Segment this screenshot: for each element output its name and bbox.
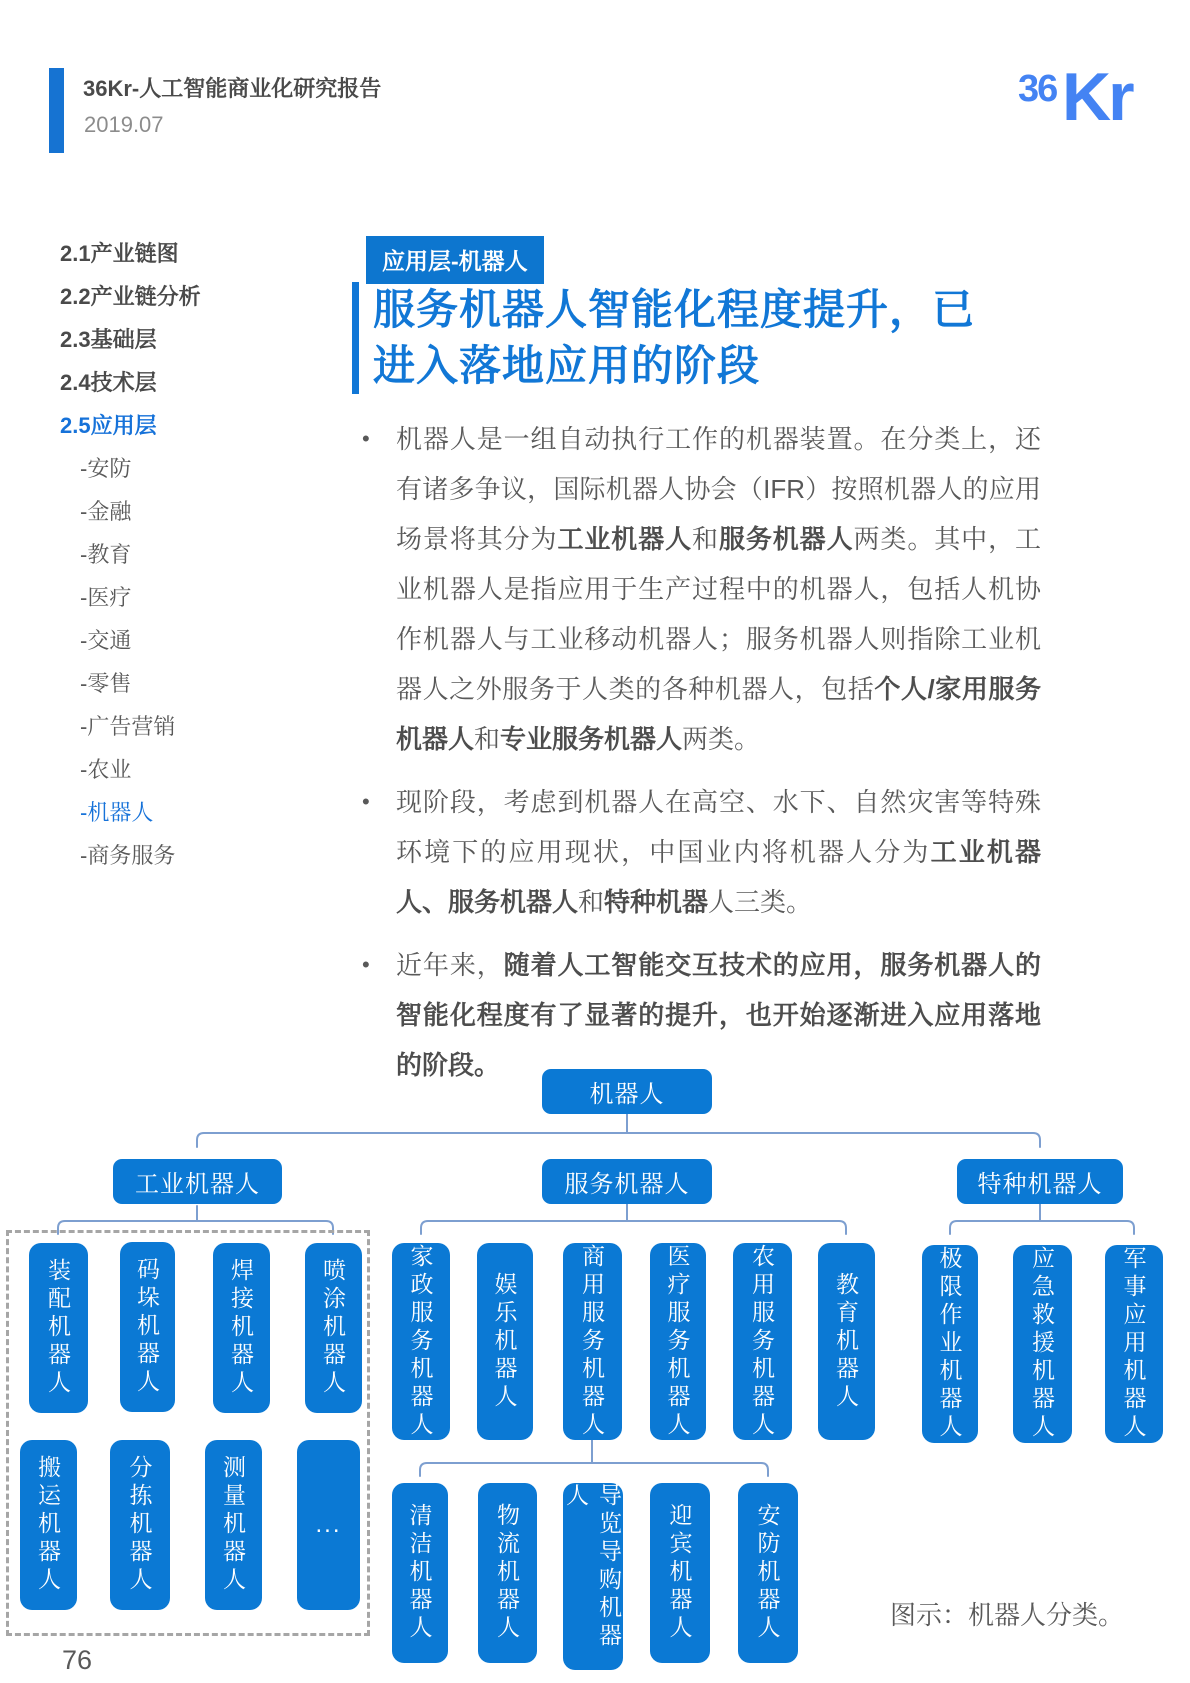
- node-measuring-robot: 测量机器人: [205, 1440, 262, 1610]
- node-more-industrial-robots: ...: [297, 1440, 360, 1610]
- sidebar-item-industry-chain-analysis[interactable]: 2.2产业链分析: [60, 284, 201, 309]
- node-palletizing-robot: 码垛机器人: [120, 1242, 175, 1412]
- page-number: 76: [62, 1645, 93, 1675]
- page-heading-line2: 进入落地应用的阶段: [373, 342, 761, 389]
- sidebar-item-foundation-layer[interactable]: 2.3基础层: [60, 327, 157, 352]
- node-welcome-robot: 迎宾机器人: [650, 1483, 710, 1663]
- toc-sidebar: [60, 232, 340, 877]
- sidebar-item-medical[interactable]: -医疗: [80, 585, 132, 610]
- node-spraying-robot: 喷涂机器人: [305, 1243, 362, 1413]
- node-cleaning-robot: 清洁机器人: [392, 1483, 448, 1663]
- bullet-marker: •: [362, 426, 370, 451]
- report-date: 2019.07: [84, 112, 164, 137]
- page-heading-line1: 服务机器人智能化程度提升，已: [373, 286, 976, 333]
- sidebar-item-agriculture[interactable]: -农业: [80, 757, 132, 782]
- bullet-marker: •: [362, 789, 370, 814]
- bullet-text: 现阶段，考虑到机器人在高空、水下、自然灾害等特殊环境下的应用现状，中国业内将机器人分为工业机器人、服务机器人和特种机器人三类。: [396, 787, 1041, 917]
- node-emergency-rescue-robot: 应急救援机器人: [1013, 1245, 1072, 1443]
- header-accent-bar: [49, 68, 64, 153]
- sidebar-item-transportation[interactable]: -交通: [80, 628, 132, 653]
- sidebar-item-business-services[interactable]: -商务服务: [80, 843, 176, 868]
- figure-caption: 图示：机器人分类。: [890, 1600, 1125, 1630]
- bullet-text: 近年来，随着人工智能交互技术的应用，服务机器人的智能化程度有了显著的提升，也开始逐渐进入应用落地的阶段。: [396, 950, 1041, 1080]
- section-tag: 应用层-机器人: [366, 236, 544, 284]
- node-logistics-robot: 物流机器人: [478, 1483, 537, 1663]
- report-title: 36Kr-人工智能商业化研究报告: [83, 76, 382, 101]
- sidebar-item-education[interactable]: -教育: [80, 542, 132, 567]
- node-industrial-robot: 工业机器人: [113, 1159, 282, 1204]
- node-welding-robot: 焊接机器人: [213, 1243, 270, 1413]
- bullet-item-china-classification: [360, 777, 1041, 927]
- node-education-robot: 教育机器人: [818, 1243, 875, 1440]
- bullet-list: [360, 414, 1040, 1103]
- node-military-application-robot: 军事应用机器人: [1105, 1245, 1163, 1443]
- node-service-robot: 服务机器人: [542, 1159, 712, 1204]
- node-sorting-robot: 分拣机器人: [110, 1440, 170, 1610]
- bullet-item-definition: [360, 414, 1041, 764]
- bullet-item-recent-trend: [360, 940, 1041, 1090]
- logo-36-part: 36: [1018, 68, 1057, 110]
- sidebar-item-technology-layer[interactable]: 2.4技术层: [60, 370, 157, 395]
- node-housekeeping-service-robot: 家政服务机器人: [392, 1243, 450, 1440]
- node-special-robot: 特种机器人: [957, 1159, 1123, 1204]
- bullet-text: 机器人是一组自动执行工作的机器装置。在分类上，还有诸多争议，国际机器人协会（IFR）按照机器人的应用场景将其分为工业机器人和服务机器人两类。其中，工业机器人是指应用于生产过程中的机器人，包括人机协作机器人与工业移动机器人；服务机器人则指除工业机器人之外服务于人类的各种机器人，包括个人/家用服务机器人和专业服务机器人两类。: [396, 424, 1041, 754]
- sidebar-item-robotics[interactable]: -机器人: [80, 800, 154, 825]
- node-security-robot: 安防机器人: [738, 1483, 798, 1663]
- node-medical-service-robot: 医疗服务机器人: [650, 1243, 706, 1440]
- node-entertainment-robot: 娱乐机器人: [477, 1243, 533, 1440]
- logo-kr-part: Kr: [1062, 59, 1132, 135]
- sidebar-item-finance[interactable]: -金融: [80, 499, 132, 524]
- node-handling-robot: 搬运机器人: [20, 1440, 77, 1610]
- node-guide-shopping-robot: 导览导购机器人: [563, 1483, 623, 1670]
- sidebar-item-industry-chain-map[interactable]: 2.1产业链图: [60, 241, 179, 266]
- page-heading: [352, 282, 975, 394]
- node-robot: 机器人: [542, 1069, 712, 1114]
- node-agricultural-service-robot: 农用服务机器人: [733, 1243, 792, 1440]
- node-extreme-operation-robot: 极限作业机器人: [922, 1245, 978, 1443]
- bullet-marker: •: [362, 952, 370, 977]
- sidebar-item-application-layer[interactable]: 2.5应用层: [60, 413, 157, 438]
- sidebar-item-security[interactable]: -安防: [80, 456, 132, 481]
- node-assembly-robot: 装配机器人: [29, 1243, 88, 1413]
- node-commercial-service-robot: 商用服务机器人: [563, 1243, 622, 1440]
- sidebar-item-ad-marketing[interactable]: -广告营销: [80, 714, 176, 739]
- sidebar-item-retail[interactable]: -零售: [80, 671, 132, 696]
- logo-36kr: [1000, 58, 1150, 148]
